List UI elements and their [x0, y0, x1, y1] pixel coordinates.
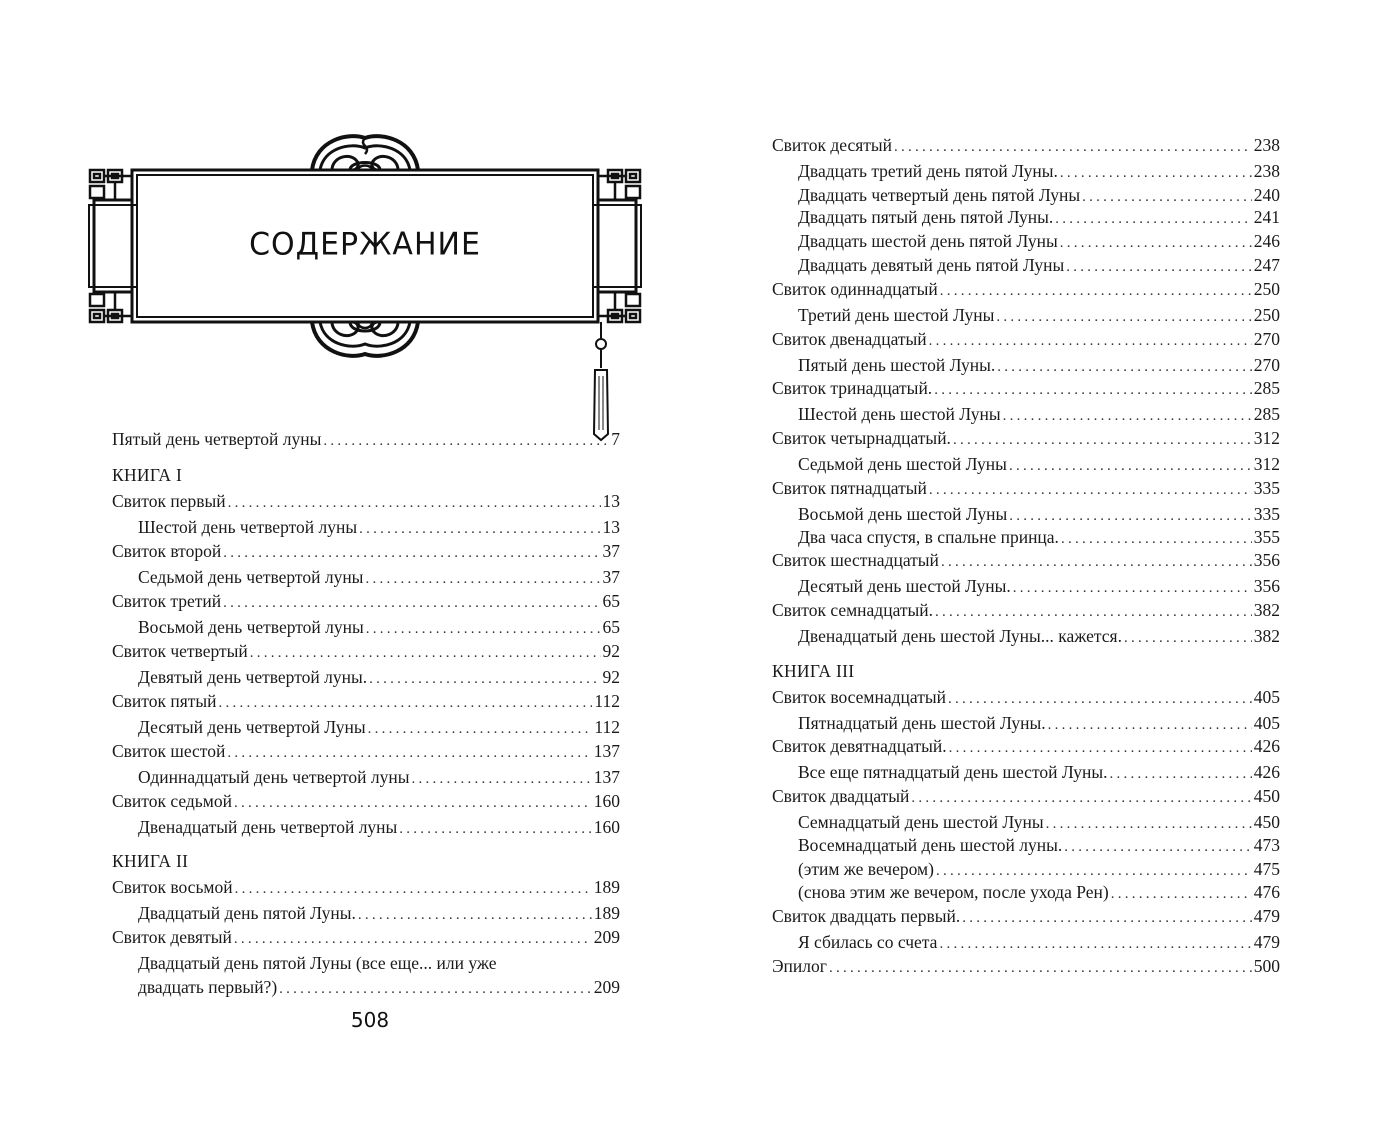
toc-entry[interactable]: Свиток пятнадцатый . . . 335: [772, 476, 1280, 500]
corner-key-bottom-right-icon: [598, 292, 640, 322]
toc-entry[interactable]: Свиток двадцать первый. . . . 479: [772, 904, 1280, 928]
dot-leader: [935, 600, 1252, 624]
dot-leader: [358, 903, 592, 927]
dot-leader: [953, 428, 1252, 452]
toc-entry[interactable]: Восемнадцатый день шестой луны. . . . 473: [772, 833, 1280, 857]
toc-entry[interactable]: Свиток четырнадцатый. . . . 312: [772, 426, 1280, 450]
dot-leader: [1066, 255, 1252, 279]
dot-leader: [1111, 882, 1252, 906]
dot-leader: [366, 617, 601, 641]
toc-entry[interactable]: Свиток шестнадцатый . . . 356: [772, 548, 1280, 572]
toc-entry[interactable]: Двадцать четвертый день пятой Луны . . . 240: [772, 183, 1280, 207]
toc-entry[interactable]: Девятый день четвертой луны. . . . 92: [112, 665, 620, 689]
toc-entry[interactable]: (снова этим же вечером, после ухода Рен) . . . 476: [772, 880, 1280, 904]
toc-entry[interactable]: Два часа спустя, в спальне принца. . . . 355: [772, 525, 1280, 549]
dot-leader: [234, 927, 592, 951]
toc-entry[interactable]: Свиток одиннадцатый . . . 250: [772, 277, 1280, 301]
toc-entry[interactable]: Свиток двенадцатый . . . 270: [772, 327, 1280, 351]
dot-leader: [234, 791, 592, 815]
toc-entry-epilogue[interactable]: Эпилог . . . 500: [772, 954, 1280, 978]
dot-leader: [359, 517, 600, 541]
dot-leader: [996, 305, 1251, 329]
title-frame: [80, 130, 650, 450]
toc-entry[interactable]: Десятый день четвертой Луны . . . 112: [112, 715, 620, 739]
dot-leader: [1064, 835, 1251, 859]
toc-entry[interactable]: Двенадцатый день четвертой луны . . . 160: [112, 815, 620, 839]
toc-entry[interactable]: Двенадцатый день шестой Луны... кажется. . . . 382: [772, 624, 1280, 648]
dot-leader: [962, 906, 1251, 930]
toc-entry[interactable]: (этим же вечером) . . . 475: [772, 857, 1280, 881]
dot-leader: [279, 977, 592, 1001]
toc-entry[interactable]: Восьмой день шестой Луны . . . 335: [772, 502, 1280, 526]
toc-entry[interactable]: Свиток девятнадцатый. . . . 426: [772, 734, 1280, 758]
toc-entry[interactable]: Все еще пятнадцатый день шестой Луны. . . . 426: [772, 760, 1280, 784]
toc-entry-two-line[interactable]: Двадцатый день пятой Луны (все еще... или уже двадцать первый?) . . . 209: [112, 951, 620, 999]
dot-leader: [235, 877, 592, 901]
dot-leader: [219, 691, 593, 715]
toc-entry[interactable]: Двадцатый день пятой Луны. . . . 189: [112, 901, 620, 925]
cloud-ornament-bottom-icon: [312, 322, 418, 356]
dot-leader: [941, 550, 1252, 574]
toc-entry[interactable]: Шестой день шестой Луны . . . 285: [772, 402, 1280, 426]
toc-entry[interactable]: Свиток восемнадцатый . . . 405: [772, 685, 1280, 709]
dot-leader: [894, 135, 1252, 159]
dot-leader: [1013, 576, 1252, 600]
toc-entry[interactable]: Семнадцатый день шестой Луны . . . 450: [772, 810, 1280, 834]
toc-entry[interactable]: Свиток десятый . . . 238: [772, 133, 1280, 157]
tassel-icon: [594, 322, 608, 440]
toc-entry-prologue[interactable]: Пятый день четвертой луны . . . 7: [112, 427, 620, 451]
dot-leader: [1060, 231, 1252, 255]
toc-entry[interactable]: Двадцать шестой день пятой Луны . . . 246: [772, 229, 1280, 253]
toc-entry[interactable]: Свиток второй . . . 37: [112, 539, 620, 563]
toc-entry[interactable]: Свиток третий . . . 65: [112, 589, 620, 613]
corner-key-top-right-icon: [598, 170, 640, 200]
dot-leader: [1124, 626, 1252, 650]
right-page: [696, 0, 1393, 1125]
toc-entry[interactable]: Свиток двадцатый . . . 450: [772, 784, 1280, 808]
dot-leader: [949, 736, 1252, 760]
toc-entry[interactable]: Свиток тринадцатый. . . . 285: [772, 376, 1280, 400]
dot-leader: [1055, 207, 1251, 231]
toc-entry[interactable]: Двадцать пятый день пятой Луны. . . . 241: [772, 205, 1280, 229]
corner-key-top-left-icon: [90, 170, 132, 200]
book-heading-2: КНИГА II: [112, 851, 189, 871]
toc-entry[interactable]: Свиток первый . . . 13: [112, 489, 620, 513]
toc-entry[interactable]: Шестой день четвертой луны . . . 13: [112, 515, 620, 539]
dot-leader: [223, 591, 600, 615]
dot-leader: [369, 667, 600, 691]
dot-leader: [829, 956, 1252, 980]
dot-leader: [911, 786, 1251, 810]
toc-entry[interactable]: Свиток седьмой . . . 160: [112, 789, 620, 813]
toc-entry[interactable]: Я сбилась со счета . . . 479: [772, 930, 1280, 954]
toc-entry[interactable]: Свиток восьмой . . . 189: [112, 875, 620, 899]
toc-entry[interactable]: Свиток четвертый . . . 92: [112, 639, 620, 663]
dot-leader: [368, 717, 593, 741]
dot-leader: [323, 429, 609, 453]
cloud-ornament-top-icon: [312, 136, 418, 170]
book-heading-1: КНИГА I: [112, 465, 183, 485]
corner-key-bottom-left-icon: [90, 292, 132, 322]
toc-entry[interactable]: Двадцать девятый день пятой Луны . . . 247: [772, 253, 1280, 277]
ornamental-frame-icon: [80, 130, 650, 450]
toc-entry[interactable]: Свиток шестой . . . 137: [112, 739, 620, 763]
dot-leader: [399, 817, 591, 841]
toc-entry[interactable]: Свиток девятый . . . 209: [112, 925, 620, 949]
dot-leader: [223, 541, 600, 565]
dot-leader: [227, 741, 591, 765]
toc-entry[interactable]: Пятый день шестой Луны. . . . 270: [772, 353, 1280, 377]
toc-entry[interactable]: Пятнадцатый день шестой Луны. . . . 405: [772, 711, 1280, 735]
dot-leader: [228, 491, 601, 515]
dot-leader: [940, 279, 1252, 303]
toc-entry[interactable]: Свиток пятый . . . 112: [112, 689, 620, 713]
dot-leader: [1003, 404, 1252, 428]
dot-leader: [411, 767, 591, 791]
dot-leader: [1060, 161, 1252, 185]
toc-entry[interactable]: Двадцать третий день пятой Луны. . . . 238: [772, 159, 1280, 183]
toc-entry[interactable]: Третий день шестой Луны . . . 250: [772, 303, 1280, 327]
dot-leader: [939, 932, 1251, 956]
dot-leader: [1009, 454, 1252, 478]
dot-leader: [948, 687, 1252, 711]
toc-entry[interactable]: Восьмой день четвертой луны . . . 65: [112, 615, 620, 639]
dot-leader: [934, 378, 1252, 402]
toc-entry[interactable]: Седьмой день четвертой луны . . . 37: [112, 565, 620, 589]
left-page: [0, 0, 696, 1125]
dot-leader: [250, 641, 601, 665]
dot-leader: [929, 329, 1252, 353]
toc-entry[interactable]: Седьмой день шестой Луны . . . 312: [772, 452, 1280, 476]
toc-entry[interactable]: Свиток семнадцатый. . . . 382: [772, 598, 1280, 622]
book-heading-3: КНИГА III: [772, 661, 855, 681]
toc-entry[interactable]: Десятый день шестой Луны. . . . 356: [772, 574, 1280, 598]
page-title: СОДЕРЖАНИЕ: [249, 226, 481, 263]
dot-leader: [1110, 762, 1252, 786]
page-number: 508: [350, 1008, 390, 1032]
dot-leader: [929, 478, 1252, 502]
dot-leader: [365, 567, 600, 591]
toc-entry[interactable]: Одиннадцатый день четвертой луны . . . 137: [112, 765, 620, 789]
